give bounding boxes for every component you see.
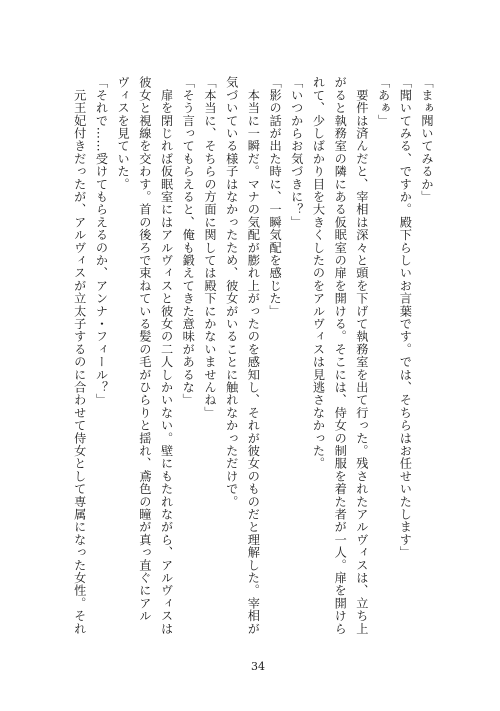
text-line: 要件は済んだと、宰相は深々と頭を下げて執務室を出て行った。残されたアルヴィスは、立ち上 [354, 76, 369, 635]
text-line: 「影の話が出た時に、一瞬気配を感じた」 [268, 76, 283, 318]
text-line: 扉を閉じれば仮眠室にはアルヴィスと彼女の二人しかいない。壁にもたれながら、アルヴィスは [159, 76, 174, 635]
text-line: 彼女と視線を交わす。首の後ろで束ねている髪の毛がひらりと揺れ、鳶色の瞳が真っ直ぐにアル [137, 76, 152, 623]
text-line: 「聞いてみる、ですか。殿下らしいお言葉です。では、そちらはお任せいたします」 [398, 76, 413, 559]
text-line: 「本当に、そちらの方面に関しては殿下にかないませんね」 [202, 76, 217, 419]
vertical-text-block [68, 76, 437, 636]
text-line: れて、少しばかり目を大きくしたのをアルヴィスは見逃さなかった。 [311, 76, 326, 470]
text-line: 「いつからお気づきに？」 [289, 76, 304, 229]
text-line: 「あぁ」 [376, 76, 391, 127]
text-line: 「そう言ってもらえると、俺も鍛えてきた意味があるな」 [181, 76, 196, 407]
text-line: 「それで……受けてもらえるのか、アンナ・フィール？」 [94, 76, 109, 407]
text-line: 「まぁ聞いてみるか」 [420, 76, 434, 203]
page-number: 34 [251, 660, 265, 673]
text-line: 元王妃付きだったが、アルヴィスが立太子するのに合わせて侍女として専属になった女性。それ [72, 76, 87, 635]
text-line: 本当に一瞬だ。マナの気配が膨れ上がったのを感知し、それが彼女のものだと理解した。宰相が [246, 76, 261, 635]
text-line: 気づいている様子はなかったため、彼女がいることに触れなかっただけで。 [224, 76, 239, 508]
text-line: ヴィスを見ていた。 [116, 76, 131, 191]
text-line: がると執務室の隣にある仮眠室の扉を開ける。そこには、侍女の制服を着た者が一人。扉を開けら [333, 76, 348, 635]
